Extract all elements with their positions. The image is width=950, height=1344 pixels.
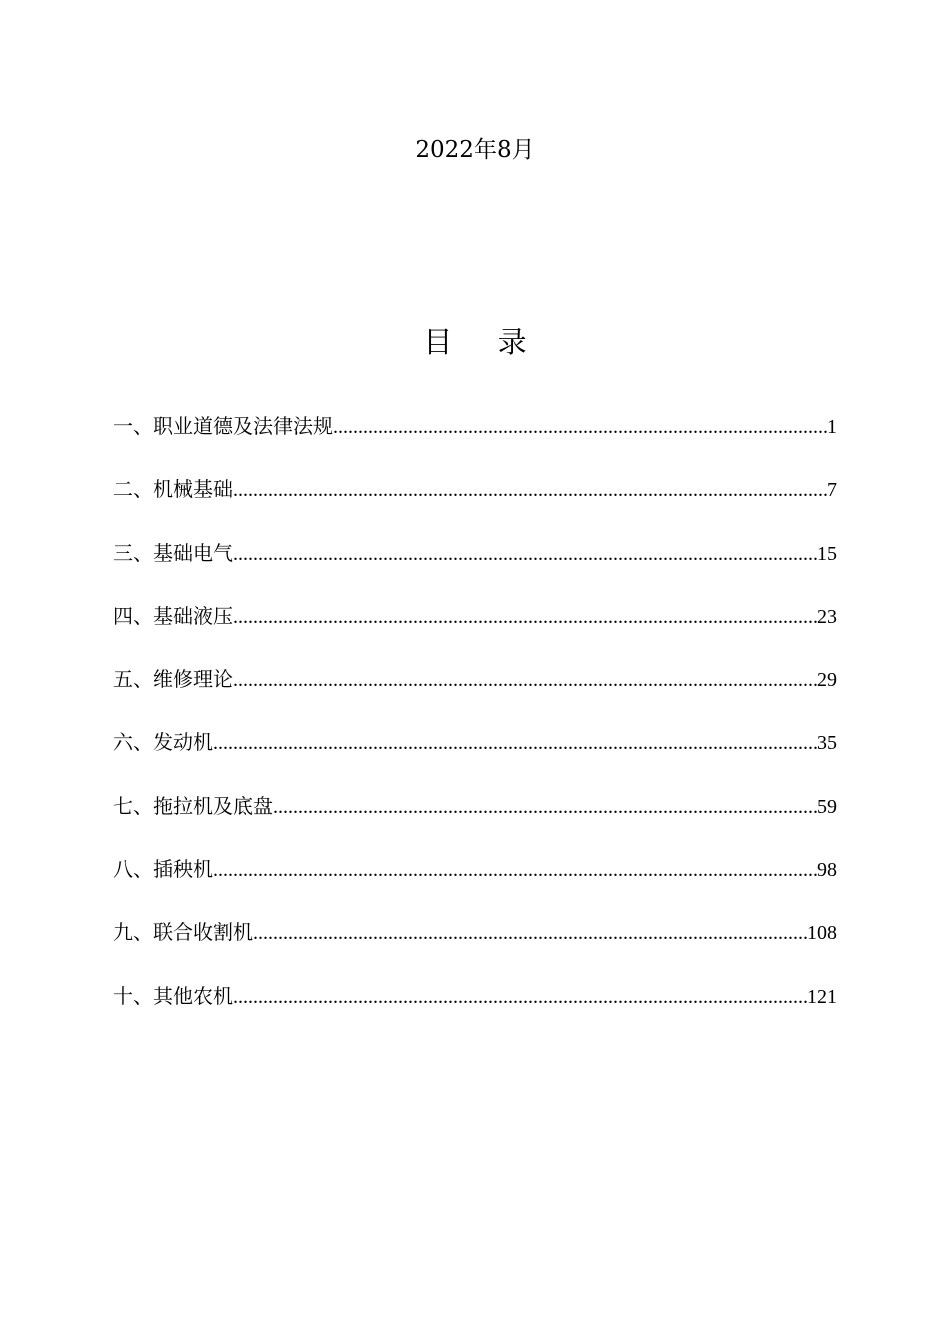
- toc-entry-4[interactable]: [113, 600, 837, 663]
- toc-entry-label: 五、维修理论: [113, 667, 233, 692]
- toc-dot-leader: [233, 474, 827, 506]
- toc-entry-page: 15: [817, 542, 837, 565]
- toc-entry-label: 八、插秧机: [113, 857, 213, 882]
- toc-entry-2[interactable]: [113, 473, 837, 536]
- table-of-contents: [113, 410, 837, 1043]
- toc-entry-1[interactable]: [113, 410, 837, 473]
- toc-dot-leader: [233, 664, 817, 696]
- toc-entry-page: 59: [817, 795, 837, 818]
- toc-entry-label: 三、基础电气: [113, 540, 233, 565]
- toc-entry-page: 35: [817, 732, 837, 755]
- toc-dot-leader: [213, 854, 817, 886]
- toc-entry-page: 7: [827, 479, 837, 502]
- toc-entry-page: 23: [817, 605, 837, 628]
- toc-title: 目 录: [423, 325, 545, 359]
- toc-dot-leader: [233, 981, 807, 1013]
- toc-entry-6[interactable]: [113, 726, 837, 789]
- toc-entry-9[interactable]: [113, 916, 837, 979]
- toc-entry-label: 六、发动机: [113, 730, 213, 755]
- toc-dot-leader: [233, 601, 817, 633]
- toc-entry-7[interactable]: [113, 790, 837, 853]
- toc-entry-label: 二、机械基础: [113, 477, 233, 502]
- toc-dot-leader: [253, 917, 807, 949]
- toc-entry-page: 1: [827, 416, 837, 438]
- toc-entry-label: 一、职业道德及法律法规: [113, 414, 333, 438]
- toc-dot-leader: [233, 538, 817, 570]
- toc-entry-label: 四、基础液压: [113, 603, 233, 628]
- toc-entry-10[interactable]: [113, 980, 837, 1043]
- toc-entry-page: 108: [807, 922, 837, 945]
- toc-entry-page: 98: [817, 859, 837, 882]
- toc-entry-page: 121: [807, 985, 837, 1008]
- toc-dot-leader: [333, 411, 827, 443]
- toc-dot-leader: [273, 791, 817, 823]
- toc-entry-label: 九、联合收割机: [113, 920, 253, 945]
- toc-entry-label: 七、拖拉机及底盘: [113, 793, 273, 818]
- toc-dot-leader: [213, 727, 817, 759]
- toc-entry-8[interactable]: [113, 853, 837, 916]
- document-date: 2022年8月: [415, 137, 535, 163]
- toc-entry-5[interactable]: [113, 663, 837, 726]
- toc-entry-page: 29: [817, 669, 837, 692]
- toc-entry-3[interactable]: [113, 537, 837, 600]
- toc-entry-label: 十、其他农机: [113, 983, 233, 1008]
